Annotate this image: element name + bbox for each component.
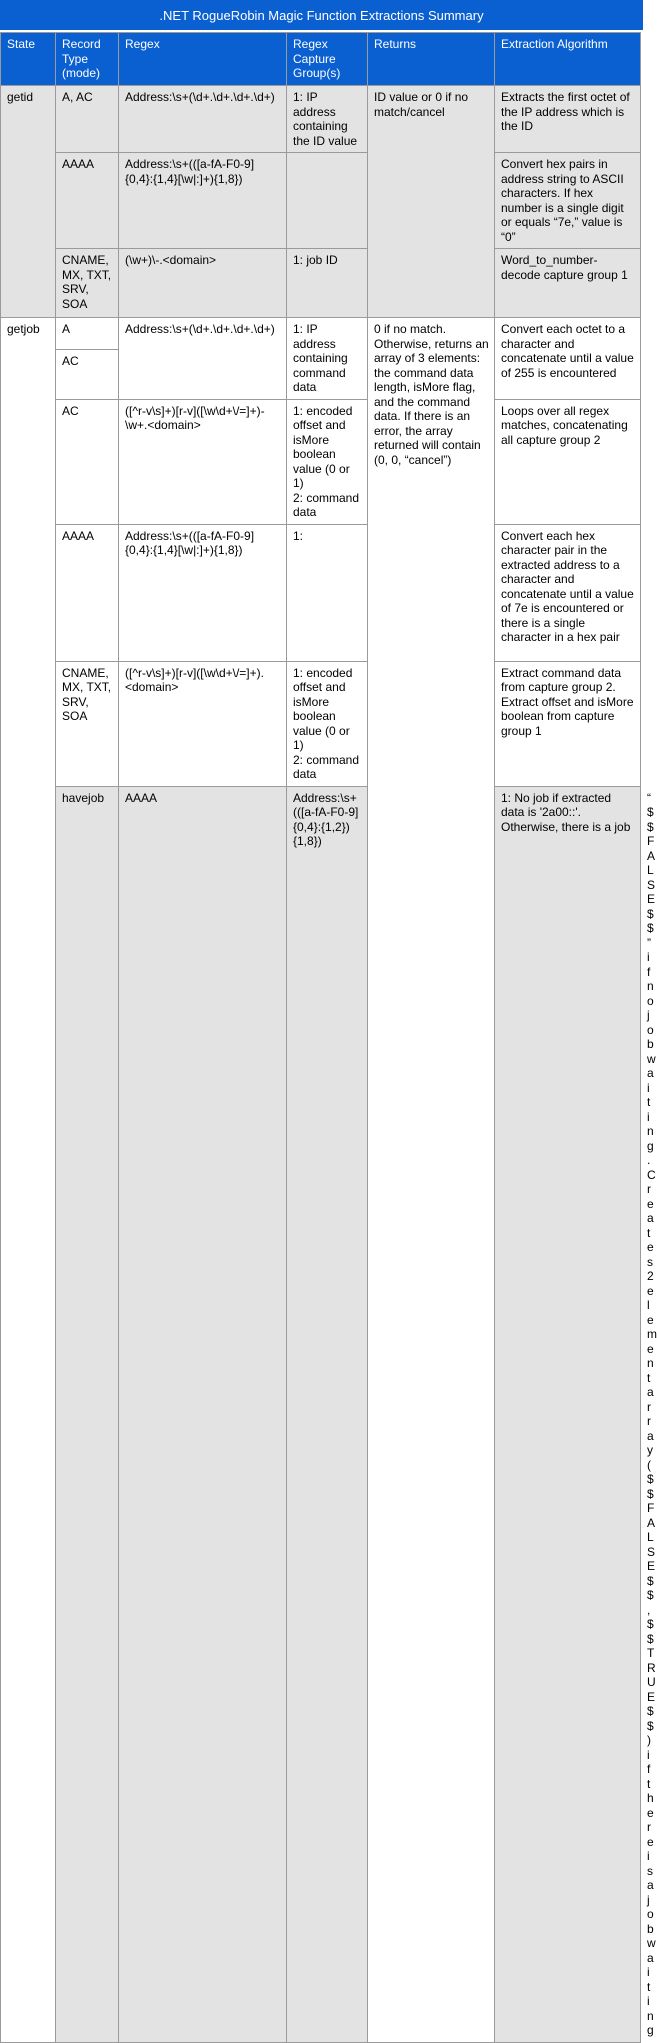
algorithm-cell: Extracts the first octet of the IP address which is the ID — [495, 86, 641, 153]
column-header-record-type: Record Type (mode) — [56, 33, 119, 86]
column-header-returns: Returns — [368, 33, 495, 86]
state-cell: getid — [1, 86, 56, 318]
capture-group-cell — [287, 153, 368, 249]
record-type-cell: CNAME, MX, TXT, SRV, SOA — [56, 249, 119, 318]
table-row — [1, 153, 641, 249]
regex-cell: (\w+)\-.<domain> — [119, 249, 287, 318]
capture-group-cell: 1: — [287, 524, 368, 661]
algorithm-cell: Convert each octet to a character and concatenate until a value of 255 is encountered — [495, 318, 641, 400]
returns-cell: 0 if no match. Otherwise, returns an array of 3 elements: the command data length, isMore flag, and the command data. If there is an error, the array returned will contain (0, 0, “cancel”) — [368, 318, 495, 2043]
state-cell: getjob — [1, 318, 56, 2043]
returns-cell: ID value or 0 if no match/cancel — [368, 86, 495, 318]
regex-cell: Address:\s+(\d+.\d+.\d+.\d+) — [119, 86, 287, 153]
regex-cell: Address:\s+(\d+.\d+.\d+.\d+) — [119, 318, 287, 400]
table-row — [1, 86, 641, 153]
table-title: .NET RogueRobin Magic Function Extractions Summary — [0, 0, 643, 30]
capture-group-cell: 1: No job if extracted data is '2a00::'. Otherwise, there is a job — [495, 786, 641, 2042]
column-header-algorithm: Extraction Algorithm — [495, 33, 641, 86]
table-row: havejob AAAA Address:\s+(([a-fA-F0-9]{0,4}:{1,2}){1,8}) 1: No job if extracted data is '2a00::'. Otherwise, there is a job “$$FALSE$$” if no job waiting. Creates 2 element array ($$FALSE$$, $$TRUE$$) if there is a job waiting — [1, 786, 641, 2042]
record-type-cell: A, AC — [56, 86, 119, 153]
record-type-cell: CNAME, MX, TXT, SRV, SOA — [56, 661, 119, 786]
column-header-regex: Regex — [119, 33, 287, 86]
capture-group-cell: 1: encoded offset and isMore boolean value (0 or 1) 2: command data — [287, 661, 368, 786]
record-type-cell: AC — [56, 350, 119, 399]
table-row — [1, 661, 641, 786]
column-header-capture-groups: Regex Capture Group(s) — [287, 33, 368, 86]
column-header-state: State — [1, 33, 56, 86]
capture-group-cell: 1: IP address containing command data — [287, 318, 368, 400]
algorithm-cell: Convert each hex character pair in the extracted address to a character and concatenate until a value of 7e is encountered or there is a single character in a hex pair — [495, 524, 641, 661]
regex-cell: ([^r-v\s]+)[r-v]([\w\d+\/=]+).<domain> — [119, 661, 287, 786]
capture-group-cell: 1: encoded offset and isMore boolean value (0 or 1) 2: command data — [287, 399, 368, 524]
regex-cell: Address:\s+(([a-fA-F0-9]{0,4}:{1,4}[\w|:]+){1,8}) — [119, 524, 287, 661]
header-row — [1, 33, 641, 86]
algorithm-cell: Loops over all regex matches, concatenating all capture group 2 — [495, 399, 641, 524]
algorithm-cell: Word_to_number- decode capture group 1 — [495, 249, 641, 318]
record-type-cell: AAAA — [56, 524, 119, 661]
capture-group-cell: 1: IP address containing the ID value — [287, 86, 368, 153]
state-cell: havejob — [56, 786, 119, 2042]
table-row — [1, 249, 641, 318]
record-type-cell: AAAA — [56, 153, 119, 249]
table-row — [1, 524, 641, 661]
record-type-cell: AAAA — [119, 786, 287, 2042]
table-row — [1, 399, 641, 524]
capture-group-cell: 1: job ID — [287, 249, 368, 318]
algorithm-cell: Extract command data from capture group 2. Extract offset and isMore boolean from capture group 1 — [495, 661, 641, 786]
regex-cell: Address:\s+(([a-fA-F0-9]{0,4}:{1,2}){1,8}) — [287, 786, 368, 2042]
record-type-cell: A — [56, 318, 119, 350]
regex-cell: ([^r-v\s]+)[r-v]([\w\d+\/=]+)-\w+.<domain> — [119, 399, 287, 524]
record-type-cell: AC — [56, 399, 119, 524]
table-row — [1, 318, 641, 350]
algorithm-cell: Convert hex pairs in address string to ASCII characters. If hex number is a single digit or equals “7e,” value is “0” — [495, 153, 641, 249]
extractions-table — [0, 32, 657, 2043]
regex-cell: Address:\s+(([a-fA-F0-9]{0,4}:{1,4}[\w|:]+){1,8}) — [119, 153, 287, 249]
